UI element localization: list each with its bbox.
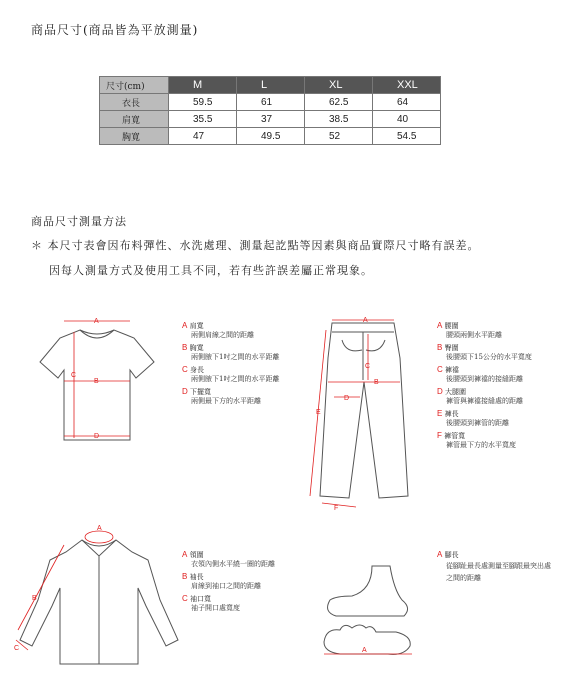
table-cell: 61 — [237, 94, 305, 111]
table-cell: 54.5 — [373, 128, 441, 145]
fig-label-d: D — [344, 395, 350, 402]
legend-item: A 領圍 衣領內側水平繞一圈的距離 — [182, 550, 275, 568]
note-line-1: ＊ 本尺寸表會因布料彈性、水洗處理、測量起訖點等因素與商品實際尺寸略有誤差。 — [31, 239, 480, 252]
method-title: 商品尺寸測量方法 — [31, 215, 127, 228]
pants-legend — [437, 322, 532, 454]
table-header-cell: M — [169, 77, 237, 94]
fig-label-a: A — [97, 525, 102, 532]
fig-label-a: A — [363, 317, 368, 324]
table-cell: 47 — [169, 128, 237, 145]
fig-label-d: D — [94, 433, 100, 440]
legend-item: F 褲管寬 褲管最下方的水平寬度 — [437, 431, 516, 449]
legend-item: C 褲襠 後腰頭到褲襠的接縫距離 — [437, 365, 523, 383]
legend-item: C 身長 兩側腋下1吋之間的水平距離 — [182, 365, 280, 383]
table-cell: 62.5 — [305, 94, 373, 111]
legend-item: A 肩寬 兩側肩線之間的距離 — [182, 321, 254, 339]
table-cell: 37 — [237, 111, 305, 128]
table-cell: 49.5 — [237, 128, 305, 145]
table-cell: 59.5 — [169, 94, 237, 111]
row-label: 胸寬 — [100, 128, 169, 145]
fig-label-c: C — [14, 645, 20, 652]
legend-item: D 下擺寬 兩側最下方的水平距離 — [182, 387, 261, 405]
table-cell: 38.5 — [305, 111, 373, 128]
legend-item: E 褲長 後腰頭到褲管的距離 — [437, 409, 509, 427]
fig-label-b: B — [94, 378, 99, 385]
table-cell: 40 — [373, 111, 441, 128]
legend-item: B 臀圍 後腰頭下15公分的水平寬度 — [437, 343, 532, 361]
pants-outline — [320, 323, 408, 498]
table-cell: 35.5 — [169, 111, 237, 128]
fig-label-b: B — [374, 379, 379, 386]
legend-item: A 腳長 從腳趾最長處測量至腳跟最突出處之間的距離 — [437, 550, 551, 582]
foot-side-outline — [328, 566, 408, 616]
table-cell: 52 — [305, 128, 373, 145]
note-line-2: 因每人測量方式及使用工具不同，若有些許誤差屬正常現象。 — [49, 264, 373, 277]
fig-label-e: E — [316, 409, 321, 416]
row-label: 肩寬 — [100, 111, 169, 128]
fig-label-c: C — [71, 372, 77, 379]
tshirt-legend — [182, 322, 279, 410]
legend-item: D 大腿圍 褲管與褲襠接縫處的距離 — [437, 387, 523, 405]
fig-label-b: B — [32, 595, 37, 602]
foot-legend — [437, 551, 555, 590]
legend-item: B 胸寬 兩側腋下1吋之間的水平距離 — [182, 343, 280, 361]
fig-label-c: C — [365, 363, 371, 370]
fig-label-a: A — [362, 647, 367, 654]
table-cell: 64 — [373, 94, 441, 111]
table-header-cell: XXL — [373, 77, 441, 94]
shirt-legend — [182, 551, 275, 617]
table-header-cell: 尺寸(cm) — [100, 77, 169, 94]
page-title: 商品尺寸(商品皆為平放測量) — [31, 23, 199, 37]
legend-item: C 袖口寬 袖子開口處寬度 — [182, 594, 240, 612]
legend-item: A 腰圍 腰頭兩側水平距離 — [437, 321, 502, 339]
legend-item: B 袖長 肩線到袖口之間的距離 — [182, 572, 261, 590]
fig-label-f: F — [334, 505, 339, 512]
table-header-cell: XL — [305, 77, 373, 94]
row-label: 衣長 — [100, 94, 169, 111]
tshirt-outline — [40, 330, 154, 440]
table-header-cell: L — [237, 77, 305, 94]
fig-label-a: A — [94, 318, 99, 325]
foot-sole-outline — [324, 625, 410, 654]
